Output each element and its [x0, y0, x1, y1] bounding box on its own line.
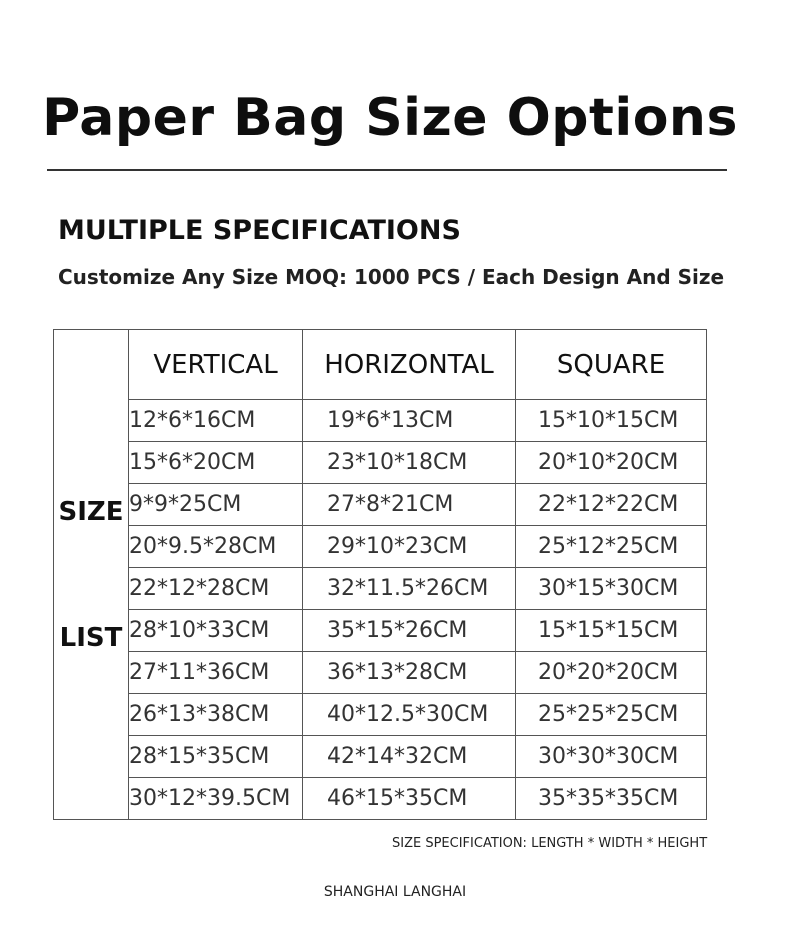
- table-cell: 25*12*25CM: [516, 526, 707, 568]
- size-table: [53, 329, 707, 820]
- table-cell: 20*10*20CM: [516, 442, 707, 484]
- table-row: [54, 610, 707, 652]
- table-cell: 26*13*38CM: [129, 694, 303, 736]
- table-cell: 35*15*26CM: [303, 610, 516, 652]
- table-row: [54, 526, 707, 568]
- section-subheading: Customize Any Size MOQ: 1000 PCS / Each Design And Size: [58, 265, 725, 289]
- table-cell: 28*15*35CM: [129, 736, 303, 778]
- table-cell: 15*10*15CM: [516, 400, 707, 442]
- title-divider: [47, 169, 727, 171]
- table-cell: 9*9*25CM: [129, 484, 303, 526]
- table-cell: 30*15*30CM: [516, 568, 707, 610]
- table-cell: 27*11*36CM: [129, 652, 303, 694]
- table-cell: 15*15*15CM: [516, 610, 707, 652]
- table-cell: 19*6*13CM: [303, 400, 516, 442]
- table-cell: 22*12*28CM: [129, 568, 303, 610]
- table-cell: 28*10*33CM: [129, 610, 303, 652]
- table-cell: 40*12.5*30CM: [303, 694, 516, 736]
- table-row: [54, 652, 707, 694]
- row-label-size: SIZE: [58, 496, 124, 527]
- column-header-horizontal: HORIZONTAL: [303, 330, 516, 400]
- table-cell: 27*8*21CM: [303, 484, 516, 526]
- table-row: [54, 736, 707, 778]
- table-row: [54, 484, 707, 526]
- table-cell: 12*6*16CM: [129, 400, 303, 442]
- table-cell: 23*10*18CM: [303, 442, 516, 484]
- row-label-list: LIST: [59, 622, 123, 653]
- size-specification-note: SIZE SPECIFICATION: LENGTH * WIDTH * HEIGHT: [392, 836, 708, 851]
- table-row: [54, 442, 707, 484]
- table-cell: 20*20*20CM: [516, 652, 707, 694]
- table-row: [54, 694, 707, 736]
- table-cell: 35*35*35CM: [516, 778, 707, 820]
- table-header-row: [54, 330, 707, 400]
- section-heading: MULTIPLE SPECIFICATIONS: [58, 215, 461, 246]
- page-title: Paper Bag Size Options: [42, 88, 738, 148]
- row-label-cell: [54, 330, 129, 820]
- table-cell: 46*15*35CM: [303, 778, 516, 820]
- table-cell: 25*25*25CM: [516, 694, 707, 736]
- column-header-vertical: VERTICAL: [129, 330, 303, 400]
- table-cell: 30*30*30CM: [516, 736, 707, 778]
- table-cell: 15*6*20CM: [129, 442, 303, 484]
- table-cell: 20*9.5*28CM: [129, 526, 303, 568]
- table-cell: 22*12*22CM: [516, 484, 707, 526]
- table-cell: 29*10*23CM: [303, 526, 516, 568]
- table-cell: 42*14*32CM: [303, 736, 516, 778]
- table-row: [54, 778, 707, 820]
- table-row: [54, 400, 707, 442]
- column-header-square: SQUARE: [516, 330, 707, 400]
- table-cell: 36*13*28CM: [303, 652, 516, 694]
- table-cell: 32*11.5*26CM: [303, 568, 516, 610]
- table-row: [54, 568, 707, 610]
- company-name: SHANGHAI LANGHAI: [323, 884, 467, 900]
- table-cell: 30*12*39.5CM: [129, 778, 303, 820]
